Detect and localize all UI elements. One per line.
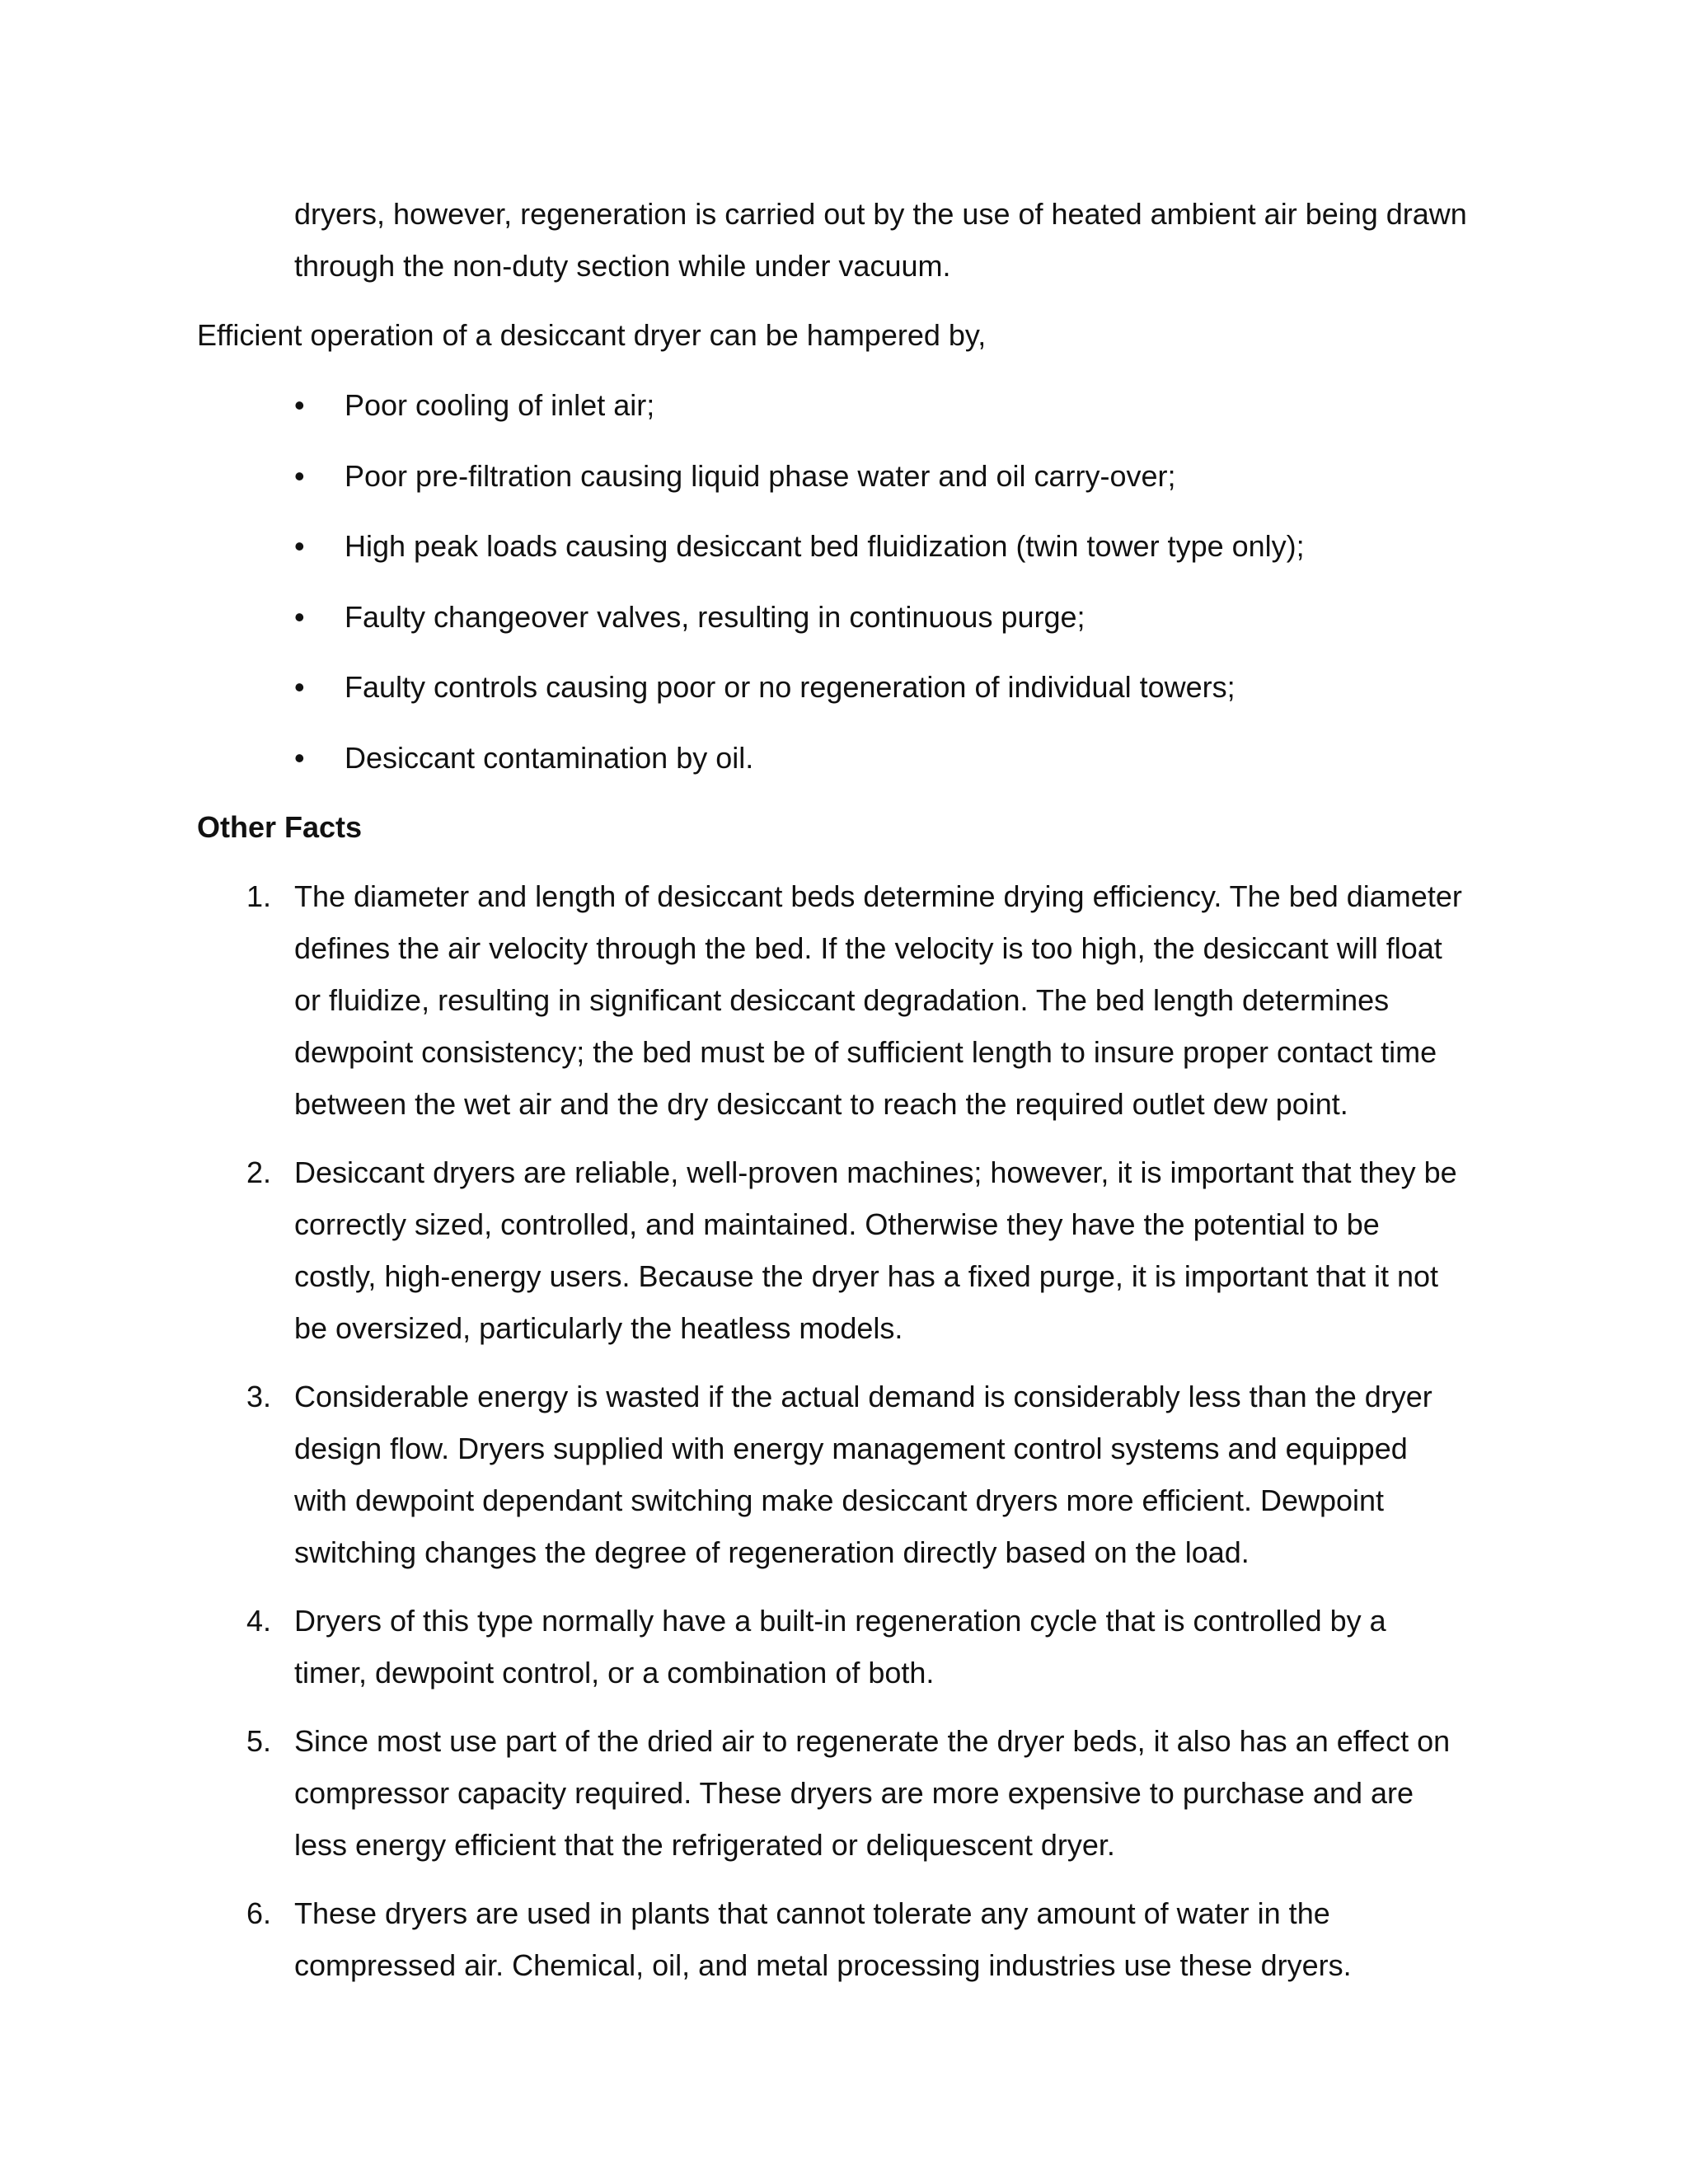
bullet-text: Faulty controls causing poor or no regeneration of individual towers; <box>345 670 1236 704</box>
bullet-item <box>0 732 1688 803</box>
fact-item <box>0 1146 1688 1354</box>
bullet-text: Desiccant contamination by oil. <box>345 740 754 775</box>
fact-number: 1. <box>246 879 272 913</box>
fact-number: 6. <box>246 1896 272 1930</box>
fact-number: 4. <box>246 1604 272 1638</box>
fact-text: Since most use part of the dried air to regenerate the dryer beds, it also has an effect on compressor capacity required. These dryers are more expensive to purchase and are less energy efficient that the refrigerated or deliquescent dryer. <box>294 1724 1451 1862</box>
bullet-item <box>0 661 1688 732</box>
bullet-text: Poor pre-filtration causing liquid phase water and oil carry-over; <box>345 458 1176 493</box>
section-heading: Other Facts <box>197 810 363 844</box>
fact-text: Dryers of this type normally have a built-in regeneration cycle that is controlled by a timer, dewpoint control, or a combination of both. <box>294 1604 1386 1690</box>
bullet-item <box>0 450 1688 521</box>
fact-text: Considerable energy is wasted if the actual demand is considerably less than the dryer design flow. Dryers supplied with energy management control systems and equipped with dewpoint dependant switching make desiccant dryers more efficient. Dewpoint switching changes the degree of regeneration directly based on the load. <box>294 1380 1432 1569</box>
fact-number: 2. <box>246 1155 272 1189</box>
bullet-item <box>0 379 1688 450</box>
bullet-dot: • <box>294 670 305 704</box>
fact-item <box>0 1595 1688 1699</box>
fact-number: 3. <box>246 1380 272 1413</box>
bullet-dot: • <box>294 599 305 634</box>
continuation-paragraph: dryers, however, regeneration is carried out by the use of heated ambient air being drawn through the non-duty section while under vacuum. <box>294 197 1467 283</box>
fact-item <box>0 870 1688 1130</box>
bullet-list <box>0 379 1688 802</box>
fact-text: Desiccant dryers are reliable, well-proven machines; however, it is important that they be correctly sized, controlled, and maintained. Otherwise they have the potential to be costly, high-energy users. Because the dryer has a fixed purge, it is important that it not be oversized, particularly the heatless models. <box>294 1155 1457 1345</box>
bullet-item <box>0 591 1688 662</box>
bullet-text: Faulty changeover valves, resulting in continuous purge; <box>345 599 1085 634</box>
fact-item <box>0 1887 1688 1991</box>
fact-item <box>0 1715 1688 1871</box>
fact-text: These dryers are used in plants that cannot tolerate any amount of water in the compressed air. Chemical, oil, and metal processing industries use these dryers. <box>294 1896 1352 1982</box>
bullet-dot: • <box>294 740 305 775</box>
bullet-dot: • <box>294 529 305 563</box>
facts-list <box>0 870 1688 2008</box>
bullet-item <box>0 520 1688 591</box>
fact-number: 5. <box>246 1724 272 1758</box>
bullet-dot: • <box>294 388 305 422</box>
bullet-text: High peak loads causing desiccant bed fluidization (twin tower type only); <box>345 529 1305 563</box>
bullet-dot: • <box>294 458 305 493</box>
bullet-text: Poor cooling of inlet air; <box>345 388 655 422</box>
fact-text: The diameter and length of desiccant beds determine drying efficiency. The bed diameter defines the air velocity through the bed. If the velocity is too high, the desiccant will float or fluidize, resulting in significant desiccant degradation. The bed length determines dewpoint consistency; the bed must be of sufficient length to insure proper contact time between the wet air and the dry desiccant to reach the required outlet dew point. <box>294 879 1462 1121</box>
fact-item <box>0 1371 1688 1578</box>
intro-paragraph: Efficient operation of a desiccant dryer can be hampered by, <box>197 318 987 352</box>
